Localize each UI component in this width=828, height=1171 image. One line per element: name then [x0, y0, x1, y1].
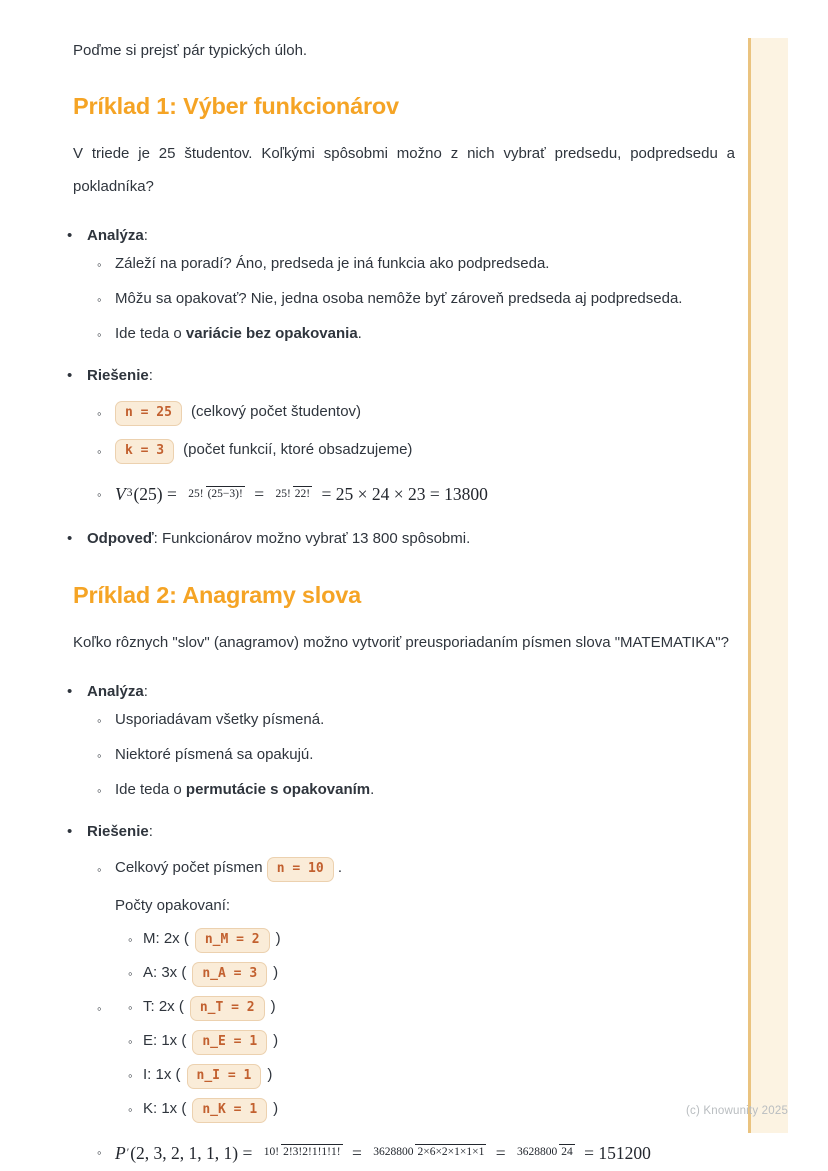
solution-item	[67, 364, 735, 510]
code-chip-nT: n_T = 2	[190, 996, 265, 1021]
code-chip-nM: n_M = 2	[195, 928, 270, 953]
fraction: 3628800 24	[517, 1146, 573, 1158]
analysis-colon: :	[143, 683, 148, 700]
analysis-point-1: Záleží na poradí? Áno, predseda je iná funkcia ako podpredseda.	[115, 255, 550, 272]
analysis-sublist	[87, 252, 735, 347]
circle-bullet-icon: ◦	[128, 932, 133, 947]
example-2-title: Príklad 2: Anagramy slova	[73, 582, 362, 608]
solution-label: Riešenie	[87, 367, 149, 384]
analysis-colon: :	[143, 227, 148, 244]
circle-bullet-icon: ◦	[97, 292, 102, 307]
solution-sublist	[87, 400, 735, 510]
analysis-point-1: Usporiadávam všetky písmená.	[115, 711, 325, 728]
circle-bullet-icon: ◦	[97, 1145, 102, 1160]
fraction: 25! (25−3)!	[188, 487, 243, 500]
circle-bullet-icon: ◦	[97, 1001, 102, 1016]
bullet-icon: •	[67, 530, 73, 547]
analysis-label: Analýza	[87, 683, 144, 700]
analysis-sublist	[87, 708, 735, 803]
solution-sublist	[87, 856, 735, 1168]
letter-item: ◦ E: 1x ( n_E = 1 )	[128, 1029, 735, 1055]
list-item	[97, 400, 735, 426]
list-item	[97, 856, 735, 882]
circle-bullet-icon: ◦	[128, 1000, 133, 1015]
bullet-icon: •	[67, 227, 73, 244]
chip-note: (počet funkcií, ktoré obsadzujeme)	[183, 441, 413, 458]
list-item	[97, 322, 735, 347]
circle-bullet-icon: ◦	[128, 1068, 133, 1083]
code-chip-nA: n_A = 3	[192, 962, 267, 987]
circle-bullet-icon: ◦	[97, 327, 102, 342]
circle-bullet-icon: ◦	[97, 783, 102, 798]
solution-colon: :	[148, 367, 153, 384]
circle-bullet-icon: ◦	[128, 1102, 133, 1117]
list-item	[97, 894, 735, 1123]
chip-suffix: .	[333, 859, 343, 876]
chip-prefix: Celkový počet písmen	[115, 859, 267, 876]
list-item	[97, 1137, 735, 1168]
answer-label: Odpoveď	[87, 530, 154, 547]
copyright-watermark: (c) Knowunity 2025	[686, 1105, 789, 1117]
code-chip-n: n = 10	[267, 857, 334, 882]
example-2-problem: Koľko rôznych "slov" (anagramov) možno vytvoriť preusporiadaním písmen slova "MATEMATIKA"?	[73, 634, 729, 651]
code-chip-nE: n_E = 1	[192, 1030, 267, 1055]
permutations-formula: P ′ (2, 3, 2, 1, 1, 1) = 10! 2!3!2!1!1!1! = 3628800 2×6×2×1×1×1 = 3628800 24 = 151200	[115, 1142, 651, 1163]
circle-bullet-icon: ◦	[97, 486, 102, 502]
example-1-list	[67, 224, 735, 551]
list-item	[97, 287, 735, 312]
circle-bullet-icon: ◦	[97, 257, 102, 272]
variations-formula: V 3 (25) = 25! (25−3)! = 25! 22! = 25 × 24 × 23 = 13800	[115, 484, 488, 504]
example-1-problem: V triede je 25 študentov. Koľkými spôsobmi možno z nich vybrať predsedu, podpredsedu a pokladníka?	[73, 145, 735, 195]
page-divider-strip	[748, 38, 788, 1133]
solution-colon: :	[148, 823, 153, 840]
analysis-point-3: Ide teda o permutácie s opakovaním.	[115, 781, 375, 798]
circle-bullet-icon: ◦	[97, 713, 102, 728]
example-2-section	[67, 581, 735, 1168]
list-item	[97, 778, 735, 803]
example-1-section	[67, 92, 735, 551]
conclusion-term: variácie bez opakovania	[185, 325, 358, 342]
solution-item	[67, 820, 735, 1168]
code-chip-nI: n_I = 1	[187, 1064, 262, 1089]
solution-label: Riešenie	[87, 823, 149, 840]
code-chip-k: k = 3	[115, 439, 174, 464]
analysis-point-2: Niektoré písmená sa opakujú.	[115, 746, 314, 763]
list-item	[97, 708, 735, 733]
analysis-point-3: Ide teda o variácie bez opakovania.	[115, 325, 362, 342]
fraction: 3628800 2×6×2×1×1×1	[373, 1146, 485, 1158]
letter-item: ◦ M: 2x ( n_M = 2 )	[128, 927, 735, 953]
answer-text: : Funkcionárov možno vybrať 13 800 spôsobmi.	[153, 530, 471, 547]
letter-item: ◦ A: 3x ( n_A = 3 )	[128, 961, 735, 987]
circle-bullet-icon: ◦	[97, 405, 102, 421]
answer-item	[67, 527, 735, 551]
example-2-list	[67, 680, 735, 1168]
letter-item: ◦ I: 1x ( n_I = 1 )	[128, 1063, 735, 1089]
analysis-item	[67, 224, 735, 347]
bullet-icon: •	[67, 823, 73, 840]
letter-item: ◦ T: 2x ( n_T = 2 )	[128, 995, 735, 1021]
list-item	[97, 478, 735, 510]
bullet-icon: •	[67, 683, 73, 700]
list-item	[97, 438, 735, 464]
document-content	[67, 40, 735, 1168]
chip-note: (celkový počet študentov)	[190, 403, 362, 420]
letter-item: ◦ K: 1x ( n_K = 1 )	[128, 1097, 735, 1123]
analysis-item	[67, 680, 735, 803]
code-chip-n: n = 25	[115, 401, 182, 426]
circle-bullet-icon: ◦	[97, 861, 102, 877]
circle-bullet-icon: ◦	[128, 1034, 133, 1049]
example-1-title: Príklad 1: Výber funkcionárov	[73, 93, 399, 119]
circle-bullet-icon: ◦	[97, 748, 102, 763]
analysis-label: Analýza	[87, 227, 144, 244]
circle-bullet-icon: ◦	[97, 443, 102, 459]
bullet-icon: •	[67, 367, 73, 384]
letters-sublist	[115, 927, 735, 1123]
code-chip-nK: n_K = 1	[192, 1098, 267, 1123]
repeat-counts-label: Počty opakovaní:	[115, 897, 231, 914]
list-item	[97, 743, 735, 768]
conclusion-term: permutácie s opakovaním	[185, 781, 371, 798]
analysis-point-2: Môžu sa opakovať? Nie, jedna osoba nemôže byť zároveň predseda aj podpredseda.	[115, 290, 683, 307]
fraction: 10! 2!3!2!1!1!1!	[263, 1146, 341, 1158]
intro-text: Poďme si prejsť pár typických úloh.	[73, 42, 308, 59]
fraction: 25! 22!	[275, 487, 311, 500]
list-item	[97, 252, 735, 277]
circle-bullet-icon: ◦	[128, 966, 133, 981]
